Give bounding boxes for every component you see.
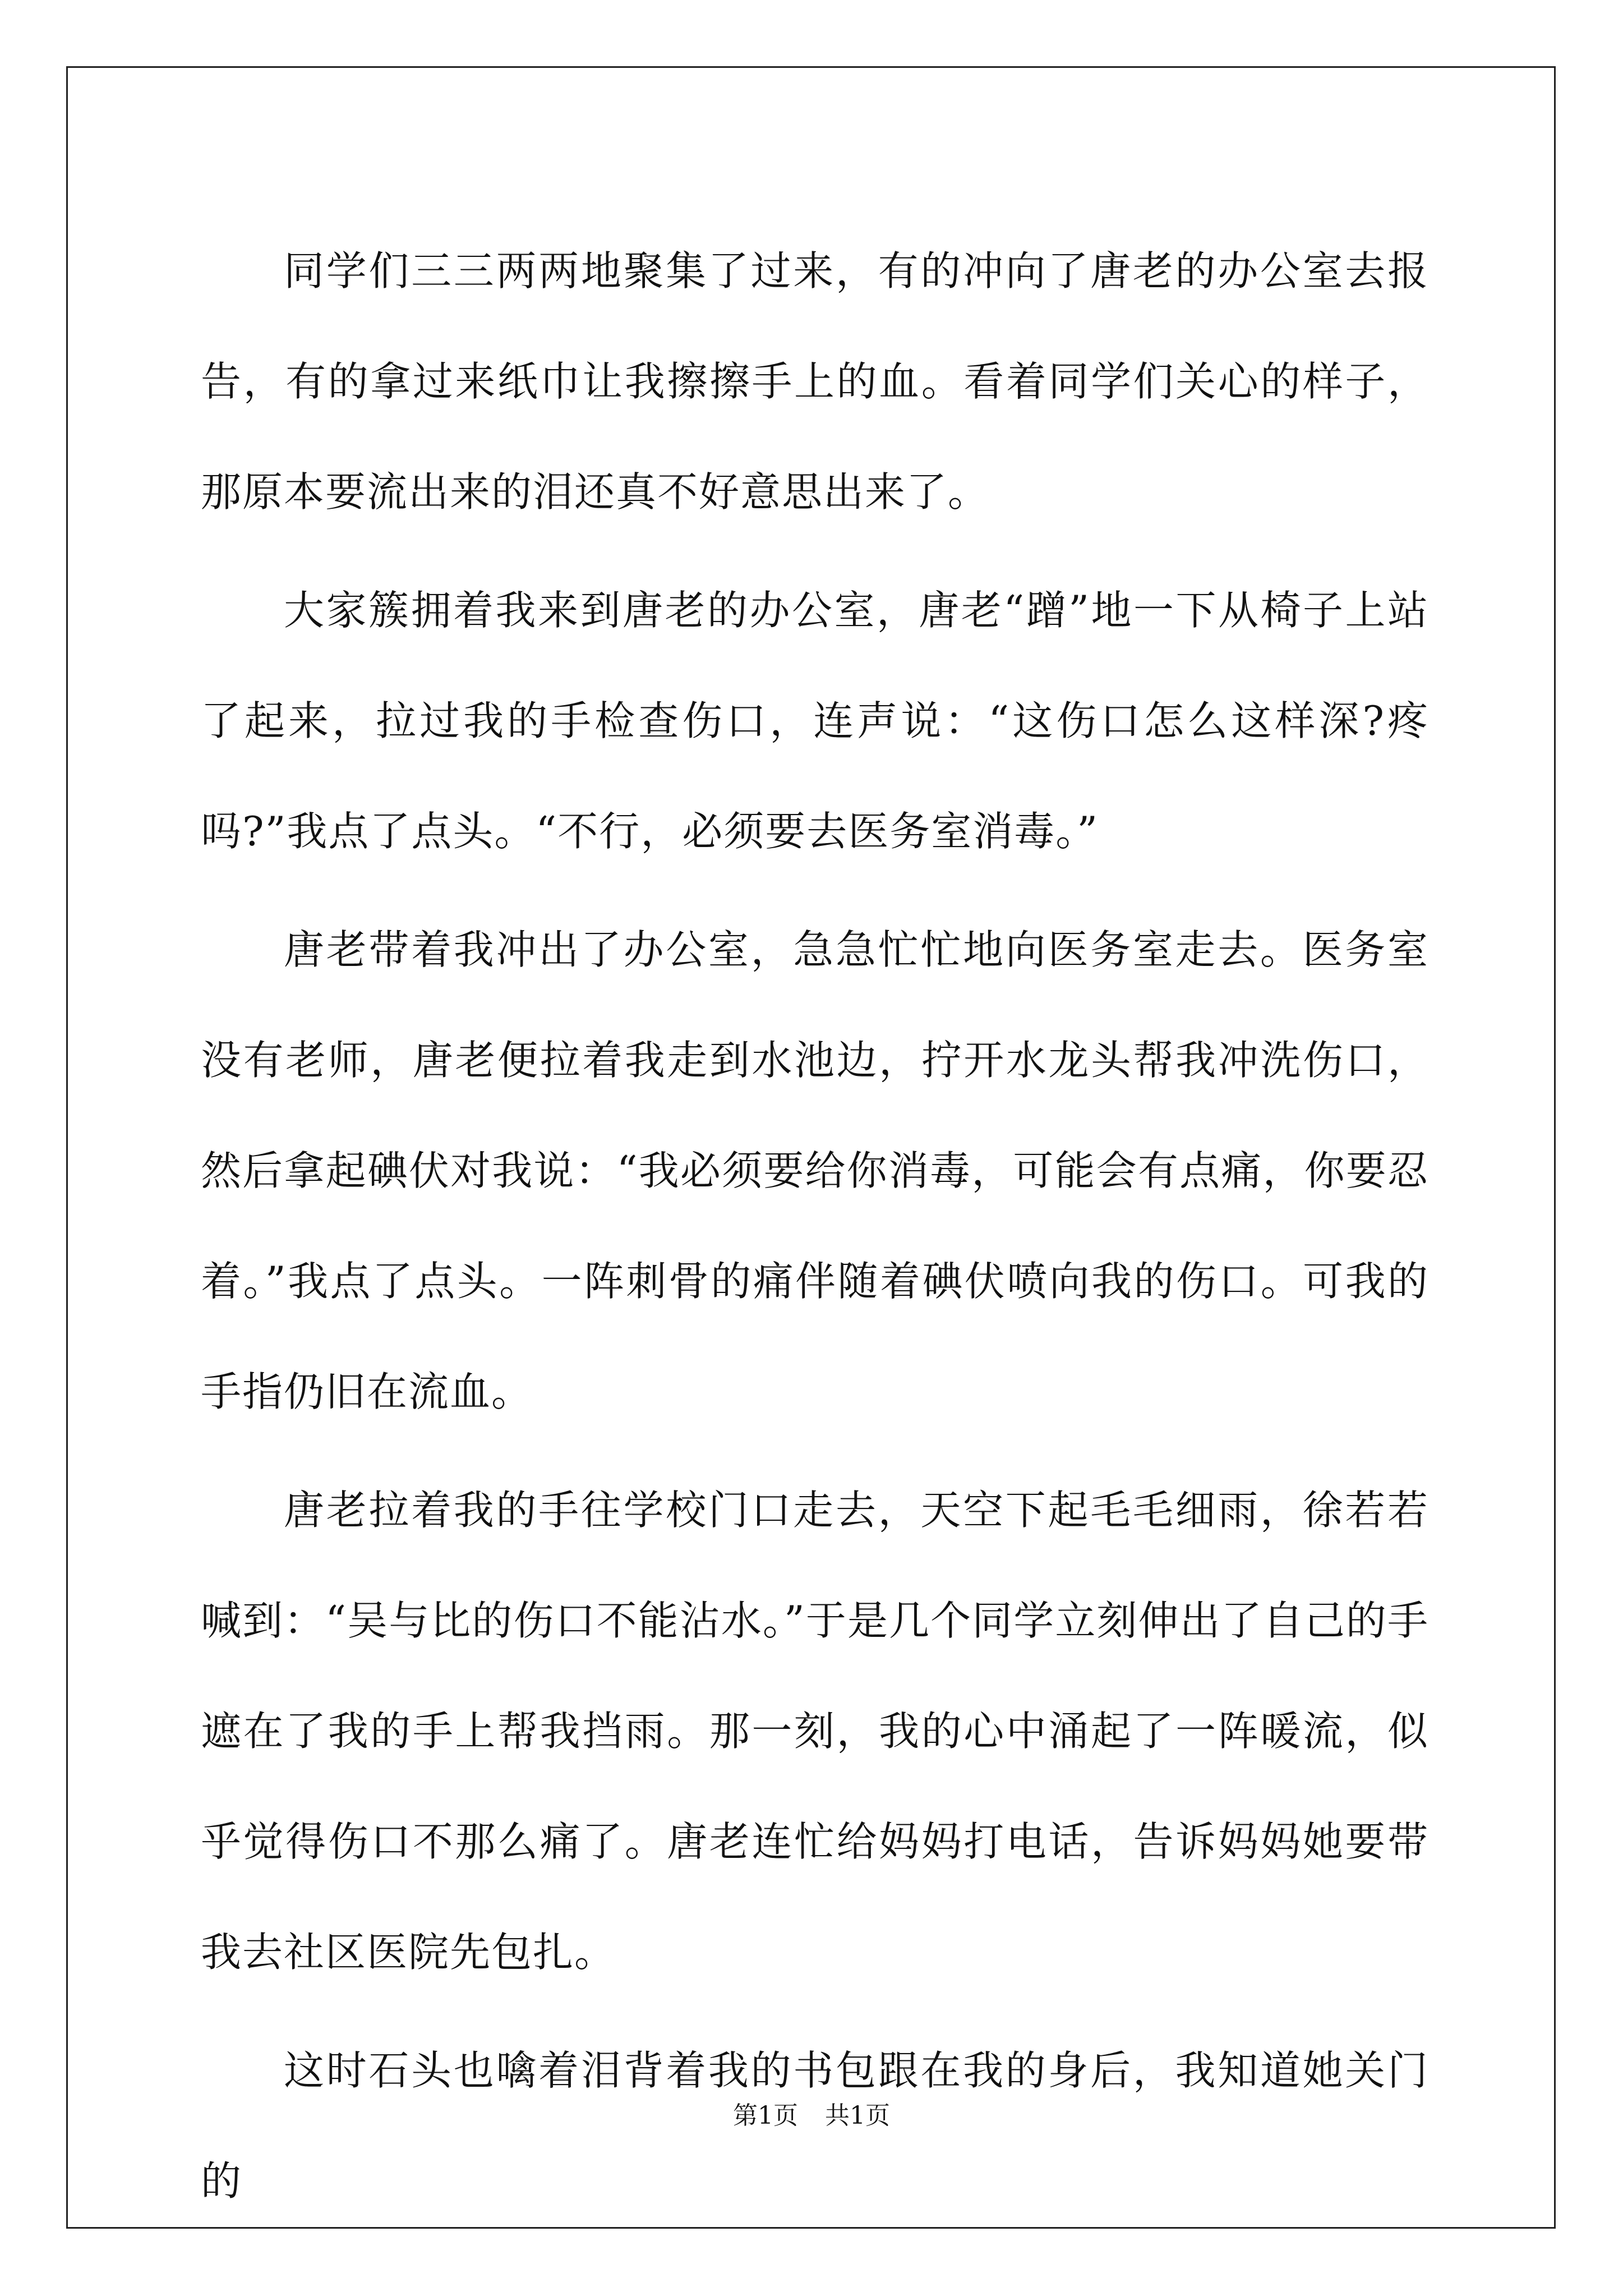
document-body	[201, 216, 1429, 2244]
paragraph: 唐老拉着我的手往学校门口走去，天空下起毛毛细雨，徐若若喊到：“吴与比的伤口不能沾水。”于是几个同学立刻伸出了自己的手遮在了我的手上帮我挡雨。那一刻，我的心中涌起了一阵暖流，似乎觉得伤口不那么痛了。唐老连忙给妈妈打电话，告诉妈妈她要带我去社区医院先包扎。	[201, 1487, 1429, 1976]
page-footer	[0, 2099, 1623, 2133]
paragraph: 大家簇拥着我来到唐老的办公室，唐老“蹭”地一下从椅子上站了起来，拉过我的手检查伤口，连声说：“这伤口怎么这样深?疼吗?”我点了点头。“不行，必须要去医务室消毒。”	[201, 587, 1429, 855]
page-number-current: 第1页	[733, 2101, 798, 2130]
paragraph: 唐老带着我冲出了办公室，急急忙忙地向医务室走去。医务室没有老师，唐老便拉着我走到水池边，拧开水龙头帮我冲洗伤口，然后拿起碘伏对我说：“我必须要给你消毒，可能会有点痛，你要忍着。”我点了点头。一阵刺骨的痛伴随着碘伏喷向我的伤口。可我的手指仍旧在流血。	[201, 926, 1429, 1415]
paragraph: 同学们三三两两地聚集了过来，有的冲向了唐老的办公室去报告，有的拿过来纸巾让我擦擦手上的血。看着同学们关心的样子，那原本要流出来的泪还真不好意思出来了。	[201, 247, 1429, 516]
page-number-total: 共1页	[825, 2101, 890, 2130]
paragraph: 这时石头也噙着泪背着我的书包跟在我的身后，我知道她关门的	[201, 2047, 1429, 2205]
